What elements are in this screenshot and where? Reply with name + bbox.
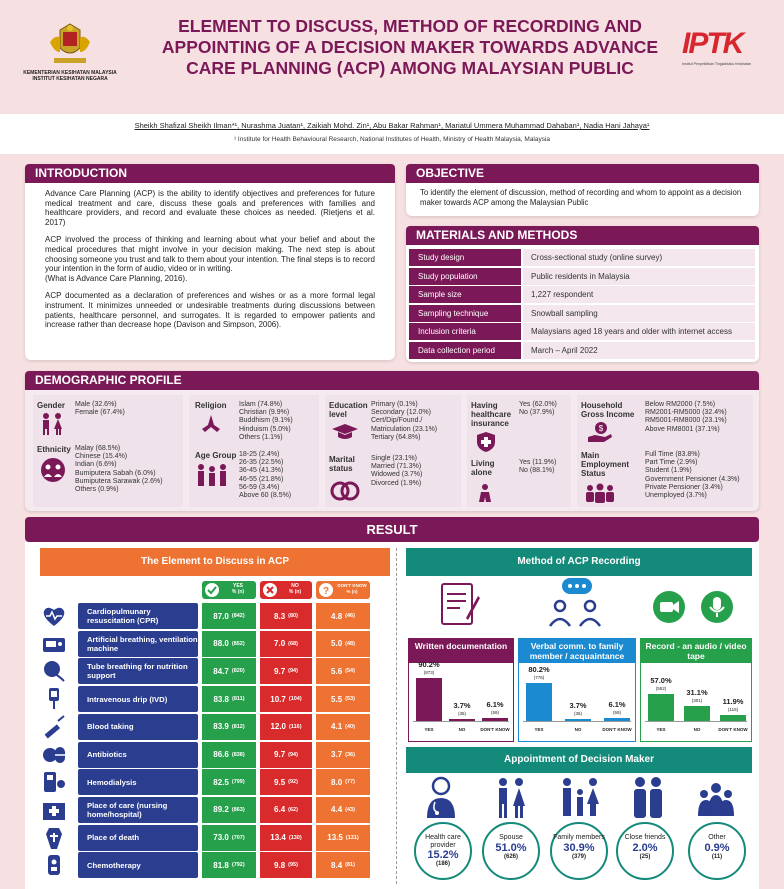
element-yes-n: (852) [231, 640, 245, 647]
crest-icon [46, 22, 94, 68]
chemotherapy-icon [40, 853, 68, 877]
decision-maker-label: Health care provider [425, 834, 461, 849]
methods-row-value: Malaysians aged 18 years and older with internet access [523, 323, 755, 340]
element-yes-n: (812) [231, 723, 245, 730]
element-dk-cell [316, 742, 370, 768]
authors: Sheikh Shafizal Sheikh Ilman*¹, Nurashma Juatan¹, Zaikiah Mohd. Zin¹, Abu Bakar Rahman¹, Mariatul Ummera Muhammad Dahaban¹, Nadia Hani Jahaya¹ [134, 121, 650, 130]
element-dk-n: (53) [345, 696, 355, 703]
education-values: Primary (0.1%) Secondary (12.0%) Cert/Dip/Found./ Matriculation (23.1%) Tertiary (64.8%) [371, 401, 438, 441]
recording-chart-panel [518, 638, 636, 742]
element-name: Blood taking [78, 714, 198, 740]
chart-data-label [446, 702, 478, 718]
element-dk-cell [316, 686, 370, 712]
recording-chart-panel [408, 638, 514, 742]
employment-group-icon [583, 483, 617, 503]
element-yes-n: (838) [231, 751, 245, 758]
religion-values: Islam (74.8%) Christian (9.9%) Buddhism (9.1%) Hinduism (5.0%) Others (1.1%) [239, 401, 293, 441]
check-icon [204, 582, 220, 598]
element-no-n: (130) [288, 834, 302, 841]
chart-bar [604, 718, 630, 721]
methods-row [409, 268, 755, 286]
element-yes-cell [202, 714, 256, 740]
praying-hands-icon [199, 413, 223, 433]
element-no-pct: 6.4 [274, 805, 286, 815]
element-yes-n: (820) [231, 668, 245, 675]
element-no-n: (116) [289, 723, 302, 730]
chart-pct-label: 3.7% [569, 701, 587, 710]
chart-bar [684, 706, 710, 721]
element-name: Artificial breathing, ventilation machine [78, 631, 198, 657]
living-label: Living alone [471, 459, 495, 477]
element-dk-cell [316, 658, 370, 684]
recording-chart-title: Written documentation [409, 639, 513, 663]
methods-row-label: Inclusion criteria [409, 323, 521, 340]
decision-maker-label: Close friends [624, 834, 666, 841]
chart-n-label: (36) [457, 711, 466, 716]
demographic-section [25, 371, 759, 511]
element-no-pct: 7.0 [274, 639, 286, 649]
person-alone-icon [475, 483, 495, 503]
element-dk-n: (54) [345, 668, 355, 675]
intro-paragraph-1: Advance Care Planning (ACP) is the ability to identify objectives and preferences for future medical treatment and care, discuss these goals and preferences with families and healthcare providers, and record and evaluate these choices as needed. (Rietjens et al. 2017) [45, 189, 375, 227]
marital-label: Marital status [329, 455, 355, 473]
element-yes-n: (842) [231, 613, 245, 619]
chart-data-label [645, 677, 677, 693]
methods-row-value: Snowball sampling [523, 305, 755, 322]
element-no-cell [260, 631, 312, 657]
element-dk-n: (131) [345, 834, 359, 841]
chart-n-label: (59) [612, 710, 621, 716]
chart-bar [720, 715, 746, 721]
decision-maker-n: (25) [639, 853, 651, 860]
education-label: Education level [329, 401, 368, 419]
decision-maker-n: (186) [435, 861, 450, 867]
decision-maker-circle [550, 822, 608, 880]
rings-icon [329, 479, 361, 501]
decision-maker-n: (379) [571, 853, 586, 860]
methods-row [409, 305, 755, 323]
introduction-body [25, 183, 395, 330]
element-dk-pct: 4.8 [331, 611, 343, 621]
method-title: Method of ACP Recording [406, 548, 752, 576]
element-no-n: (94) [288, 751, 298, 758]
result-divider [396, 548, 397, 884]
element-dk-pct: 4.1 [331, 722, 343, 732]
recording-chart-title: Verbal comm. to family member / acquaintance [519, 639, 635, 663]
introduction-section [25, 164, 395, 360]
decision-maker-pct: 30.9% [563, 841, 595, 854]
element-dk-pct: 13.5 [327, 833, 343, 843]
appoint-title: Appointment of Decision Maker [406, 747, 752, 773]
element-no-cell [260, 658, 312, 684]
element-yes-cell [202, 797, 256, 823]
chart-pct-label: 11.9% [722, 697, 744, 707]
chart-n-label: (776) [533, 674, 545, 680]
recording-chart-title: Record - an audio / video tape [641, 639, 751, 663]
chart-x-tick: NO [693, 727, 701, 732]
marital-values: Single (23.1%) Married (71.3%) Widowed (3.7%) Divorced (1.9%) [371, 455, 423, 487]
methods-row-label: Study population [409, 268, 521, 285]
element-no-pct: 10.7 [270, 694, 286, 704]
svg-text:?: ? [322, 586, 330, 597]
chart-axis [645, 721, 747, 722]
element-dk-cell [316, 714, 370, 740]
element-no-n: (92) [288, 779, 298, 786]
chart-pct-label: 80.2% [528, 664, 550, 674]
chart-bar [449, 719, 475, 721]
chart-x-tick: YES [656, 727, 666, 732]
element-yes-n: (707) [231, 834, 245, 841]
element-no-pct: 12.0 [270, 722, 287, 732]
decision-maker-pct: 15.2% [427, 849, 459, 861]
written-document-icon [440, 582, 480, 628]
ministry-line2: INSTITUT KESIHATAN NEGARA [32, 76, 108, 82]
element-no-n: (95) [288, 862, 298, 869]
iptk-logo-text: IPTK [682, 27, 743, 60]
element-dk-cell [316, 797, 370, 823]
col-no-unit: % (n) [288, 589, 302, 595]
decision-maker-label: Other [708, 834, 726, 841]
objective-title: OBJECTIVE [406, 164, 759, 183]
element-no-cell [260, 686, 312, 712]
element-no-pct: 9.7 [274, 666, 286, 676]
affiliation: ¹ Institute for Health Behavioural Research, National Institutes of Health, Ministry of Health Malaysia, Malaysia [233, 136, 551, 143]
element-yes-pct: 86.6 [213, 750, 229, 759]
chart-x-tick: DON'T KNOW [602, 727, 632, 732]
element-yes-cell [202, 769, 256, 795]
methods-row [409, 249, 755, 267]
chart-pct-label: 6.1% [608, 700, 626, 710]
insurance-label: Having healthcare insurance [471, 401, 512, 428]
element-no-pct: 8.3 [274, 611, 286, 621]
element-no-n: (80) [288, 613, 298, 619]
chart-data-label [601, 701, 633, 717]
income-label: Household Gross Income [581, 401, 635, 419]
element-no-cell [260, 852, 312, 878]
ethnicity-values: Malay (68.5%) Chinese (15.4%) Indian (6.6%) Bumiputera Sabah (6.0%) Bumiputera Sarawak (2.6%) Others (0.9%) [75, 445, 163, 494]
iptk-logo [682, 28, 772, 66]
ethnicity-icon [39, 457, 67, 483]
iptk-logo-mark [682, 28, 772, 60]
element-no-n: (104) [288, 696, 302, 703]
iv-drip-icon [40, 687, 68, 711]
family-members-icon [558, 776, 602, 820]
element-yes-n: (811) [232, 696, 245, 703]
element-yes-pct: 73.0 [213, 833, 229, 843]
decision-maker-label: Spouse [499, 834, 523, 841]
element-no-n: (94) [288, 668, 298, 675]
graduation-cap-icon [331, 423, 359, 441]
element-dk-pct: 3.7 [331, 750, 343, 759]
decision-maker-n: (626) [503, 853, 518, 860]
video-camera-icon [652, 590, 686, 624]
element-yes-cell [202, 603, 256, 629]
element-yes-pct: 84.7 [213, 666, 229, 676]
col-yes-label: YES [232, 583, 243, 589]
kkm-crest-logo [20, 22, 120, 82]
chart-n-label: (115) [727, 707, 739, 713]
question-icon [318, 582, 334, 598]
decision-maker-pct: 51.0% [495, 841, 527, 854]
objective-section [406, 164, 759, 216]
age-values: 18-25 (2.4%) 26-35 (22.5%) 36-45 (41.3%) 46-55 (21.8%) 56-59 (3.4%) Above 60 (8.5%) [239, 451, 292, 500]
decision-maker-pct: 2.0% [632, 841, 658, 854]
element-dk-pct: 4.4 [331, 805, 343, 815]
introduction-title: INTRODUCTION [25, 164, 395, 183]
pills-icon [40, 743, 68, 767]
element-dk-n: (81) [345, 862, 355, 869]
methods-row-label: Sampling technique [409, 305, 521, 322]
ministry-line1: KEMENTERIAN KESIHATAN MALAYSIA [23, 70, 117, 76]
element-yes-cell [202, 742, 256, 768]
gender-label: Gender [37, 401, 66, 410]
element-yes-cell [202, 825, 256, 851]
chart-x-tick: YES [534, 727, 544, 732]
element-dk-n: (46) [345, 613, 355, 619]
element-yes-cell [202, 631, 256, 657]
syringe-icon [40, 715, 68, 739]
chart-bar [416, 678, 442, 721]
chart-data-label [717, 698, 749, 714]
result-title: RESULT [25, 517, 759, 542]
chart-data-label [523, 666, 555, 682]
element-no-cell [260, 825, 312, 851]
microphone-icon [700, 590, 734, 624]
element-no-pct: 9.8 [274, 860, 286, 870]
methods-row-label: Data collection period [409, 342, 521, 359]
col-dk-header [316, 581, 370, 599]
decision-maker-circle [616, 822, 674, 880]
element-dk-pct: 5.5 [331, 694, 343, 704]
age-label: Age Group [195, 451, 237, 460]
element-yes-n: (863) [231, 806, 245, 813]
chart-pct-label: 31.1% [686, 688, 708, 698]
chart-x-tick: NO [574, 727, 582, 732]
element-name: Place of care (nursing home/hospital) [78, 797, 198, 823]
element-name: Tube breathing for nutrition support [78, 658, 198, 684]
element-dk-pct: 8.4 [331, 860, 343, 870]
employment-label: Main Employment Status [581, 451, 630, 478]
demographic-title: DEMOGRAPHIC PROFILE [25, 371, 759, 390]
element-no-cell [260, 742, 312, 768]
chart-n-label: (301) [691, 698, 703, 704]
coffin-icon [40, 826, 68, 850]
gender-icon [39, 413, 65, 435]
element-yes-pct: 87.0 [213, 611, 229, 621]
methods-row-label: Study design [409, 249, 521, 266]
gender-values: Male (32.6%) Female (67.4%) [75, 401, 125, 417]
element-yes-cell [202, 658, 256, 684]
health-care-provider-icon [424, 776, 458, 820]
element-no-cell [260, 769, 312, 795]
iptk-caption: Institut Penyelidikan Tingkahlaku Kesihatan [682, 62, 752, 66]
feeding-tube-icon [40, 659, 68, 683]
age-group-icon [195, 463, 229, 487]
chart-bar [565, 719, 591, 721]
chart-x-tick: DON'T KNOW [718, 727, 748, 732]
chart-pct-label: 57.0% [650, 675, 672, 685]
methods-table [409, 249, 757, 361]
intro-paragraph-2: ACP involved the process of thinking and learning about what your belief and about the medical procedures that might involve in your decision making. The next step is about choosing someone you trust and talk to them about your intention. The final steps is to record your intention in the form of audio, video or in writing. [45, 235, 375, 274]
methods-section [406, 226, 759, 362]
employment-values: Full Time (83.8%) Part Time (2.9%) Student (1.9%) Government Pensioner (4.3%) Private Pensioner (3.4%) Unemployed (3.7%) [645, 451, 740, 500]
methods-row [409, 342, 755, 360]
element-name: Hemodialysis [78, 769, 198, 795]
element-dk-n: (77) [345, 779, 355, 786]
element-dk-pct: 5.6 [331, 666, 343, 676]
element-dk-cell [316, 825, 370, 851]
chart-x-tick: YES [424, 727, 434, 732]
decision-maker-circle [482, 822, 540, 880]
element-dk-n: (43) [345, 806, 355, 813]
chart-bar [526, 683, 552, 721]
chart-pct-label: 90.2% [418, 659, 440, 669]
religion-label: Religion [195, 401, 227, 410]
health-insurance-icon [475, 431, 497, 453]
element-dk-cell [316, 852, 370, 878]
poster-title: ELEMENT TO DISCUSS, METHOD OF RECORDING AND APPOINTING OF A DECISION MAKER TOWARDS ADVANCE CARE PLANNING (ACP) AMONG MALAYSIAN PUBLIC [161, 16, 659, 78]
demo-col-gender-ethnicity [33, 395, 183, 507]
authors-strip [0, 114, 784, 154]
ventilator-icon [40, 632, 68, 656]
element-yes-pct: 89.2 [213, 805, 229, 815]
methods-row-label: Sample size [409, 286, 521, 303]
chart-pct-label: 3.7% [453, 701, 471, 710]
recording-chart-panel [640, 638, 752, 742]
chart-bar [648, 694, 674, 721]
element-no-n: (68) [288, 640, 298, 647]
element-yes-n: (799) [231, 779, 245, 786]
element-no-cell [260, 714, 312, 740]
element-yes-pct: 83.8 [213, 694, 230, 704]
demo-col-education-marital [325, 395, 461, 507]
chart-bar [482, 718, 508, 721]
objective-text: To identify the element of discussion, method of recording and whom to appoint as a decision maker towards ACP among the Malaysian Public [420, 188, 742, 207]
element-no-cell [260, 797, 312, 823]
element-name: Intravenous drip (IVD) [78, 686, 198, 712]
element-no-pct: 9.7 [274, 750, 286, 759]
chart-n-label: (552) [655, 685, 667, 691]
col-dk-label: DON'T KNOW [337, 583, 367, 588]
hospital-icon [40, 798, 68, 822]
element-yes-pct: 81.8 [213, 860, 229, 870]
col-dk-unit: % (n) [346, 589, 358, 594]
element-title: The Element to Discuss in ACP [40, 548, 390, 576]
chart-data-label [562, 702, 594, 718]
element-name: Cardiopulmunary resuscitation (CPR) [78, 603, 198, 629]
element-dk-n: (48) [345, 640, 355, 647]
element-no-n: (62) [288, 806, 298, 813]
element-dk-pct: 5.0 [331, 639, 343, 649]
insurance-values: Yes (62.0%) No (37.9%) [519, 401, 557, 417]
methods-row-value: March – April 2022 [523, 342, 755, 359]
col-yes-unit: % (n) [231, 589, 245, 595]
element-no-pct: 13.4 [270, 833, 286, 843]
element-dk-cell [316, 603, 370, 629]
element-yes-pct: 83.9 [213, 722, 229, 732]
demo-col-insurance-living [467, 395, 571, 507]
element-no-pct: 9.5 [274, 777, 286, 787]
col-yes-header [202, 581, 256, 599]
chart-data-label [681, 689, 713, 705]
element-name: Place of death [78, 825, 198, 851]
svg-text:$: $ [598, 424, 604, 433]
demo-col-income-employment [577, 395, 753, 507]
methods-row [409, 323, 755, 341]
verbal-communication-icon [548, 578, 602, 628]
element-dk-n: (40) [345, 723, 355, 730]
methods-row-value: Public residents in Malaysia [523, 268, 755, 285]
chart-n-label: (59) [490, 710, 499, 716]
chart-pct-label: 6.1% [486, 700, 504, 710]
methods-row [409, 286, 755, 304]
decision-maker-pct: 0.9% [704, 841, 730, 854]
chart-x-tick: DON'T KNOW [480, 727, 510, 732]
element-dk-pct: 8.0 [331, 777, 343, 787]
col-no-header [260, 581, 312, 599]
living-values: Yes (11.9%) No (88.1%) [519, 459, 557, 475]
income-hand-coin-icon [587, 421, 613, 443]
dialysis-icon [40, 770, 68, 794]
element-yes-cell [202, 686, 256, 712]
decision-maker-n: (11) [711, 853, 723, 860]
decision-maker-circle [688, 822, 746, 880]
decision-maker-label: Family members [553, 834, 605, 841]
other-people-icon [696, 782, 736, 818]
methods-title: MATERIALS AND METHODS [406, 226, 759, 245]
close-friends-icon [630, 776, 666, 820]
col-no-label: NO [291, 583, 299, 589]
spouse-icon [494, 776, 528, 820]
element-yes-pct: 88.0 [213, 639, 229, 649]
chart-n-label: (36) [573, 711, 582, 716]
chart-x-tick: NO [458, 727, 466, 732]
methods-row-value: Cross-sectional study (online survey) [523, 249, 755, 266]
heart-rate-icon [40, 604, 68, 628]
element-yes-pct: 82.5 [213, 777, 229, 787]
element-name: Chemotherapy [78, 852, 198, 878]
intro-paragraph-3: ACP documented as a declaration of preferences and wishes or as a more formal legal instrument. It minimizes unneeded or undesirable treatments during discussions between patients, healthcare personnel, and surrogates. It is regarded to empower patients and increase rather than decrease hope (Davison and Simpson, 2006). [45, 291, 375, 330]
methods-row-value: 1,227 respondent [523, 286, 755, 303]
chart-data-label [413, 661, 445, 677]
decision-maker-circle [414, 822, 472, 880]
element-dk-n: (36) [345, 751, 355, 758]
element-dk-cell [316, 769, 370, 795]
cross-icon [262, 582, 278, 598]
element-name: Antibiotics [78, 742, 198, 768]
element-yes-cell [202, 852, 256, 878]
chart-axis [413, 721, 509, 722]
chart-n-label: (873) [423, 669, 435, 675]
chart-axis [523, 721, 631, 722]
demo-col-religion-age [189, 395, 319, 507]
element-yes-n: (792) [231, 862, 245, 869]
intro-paragraph-2-citation: (What is Advance Care Planning, 2016). [45, 273, 188, 283]
element-no-cell [260, 603, 312, 629]
chart-data-label [479, 701, 511, 717]
element-dk-cell [316, 631, 370, 657]
ethnicity-label: Ethnicity [37, 445, 71, 454]
income-values: Below RM2000 (7.5%) RM2001-RM5000 (32.4%) RM5001-RM8000 (23.1%) Above RM8001 (37.1%) [645, 401, 727, 433]
